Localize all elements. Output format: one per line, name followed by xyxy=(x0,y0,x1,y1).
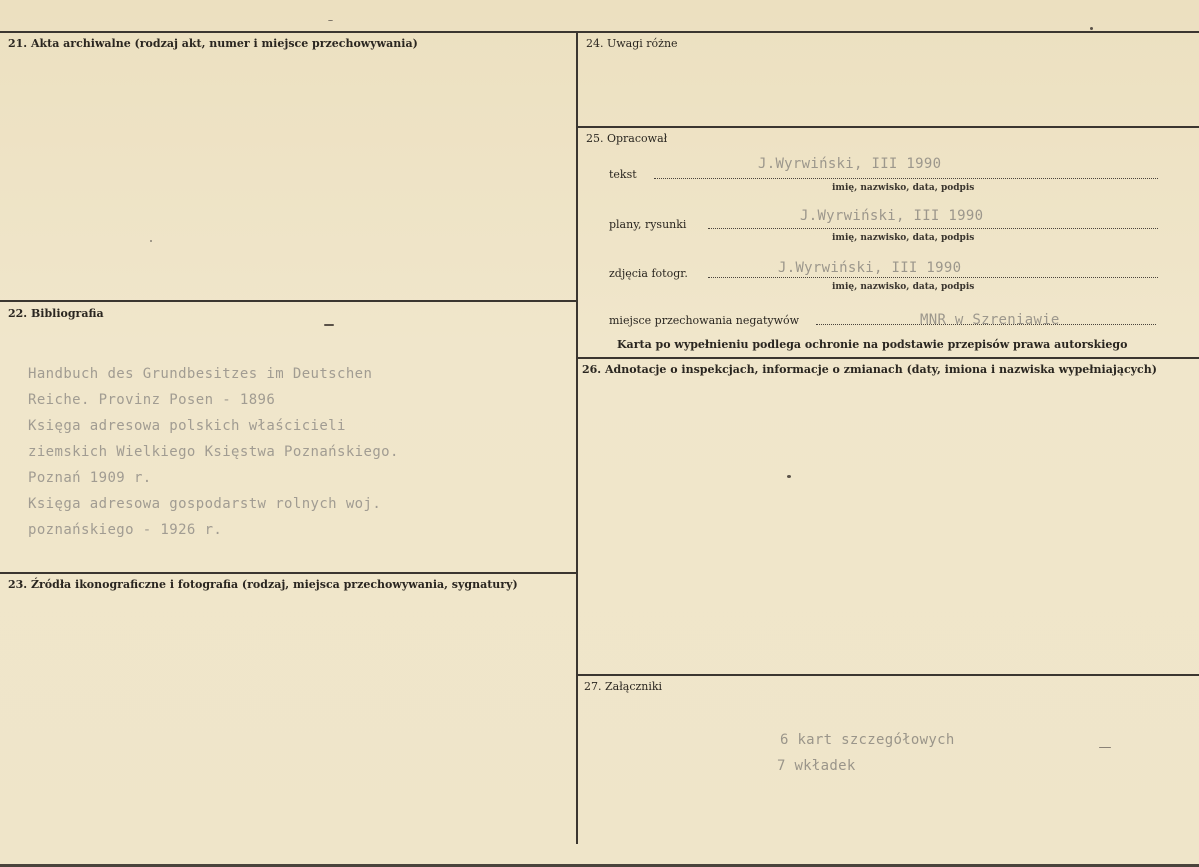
text-author-line xyxy=(654,178,1158,179)
bibliography-line: Księga adresowa gospodarstw rolnych woj. xyxy=(28,496,382,512)
paper-speck xyxy=(324,324,334,326)
divider-25-26 xyxy=(578,357,1199,359)
divider-26-27 xyxy=(578,674,1199,676)
divider-22-23 xyxy=(0,572,577,574)
section-23-title: 23. Źródła ikonograficzne i fotografia (rodzaj, miejsca przechowywania, sygnatury) xyxy=(8,578,518,591)
section-22-title: 22. Bibliografia xyxy=(8,307,104,320)
photos-author-caption: imię, nazwisko, data, podpis xyxy=(832,282,975,292)
paper-speck xyxy=(150,240,152,242)
plans-author-caption: imię, nazwisko, data, podpis xyxy=(832,233,975,243)
paper-speck xyxy=(328,20,333,21)
bibliography-line: Księga adresowa polskich właścicieli xyxy=(28,418,346,434)
bibliography-line: Reiche. Provinz Posen - 1896 xyxy=(28,392,276,408)
section-25-title: 25. Opracował xyxy=(586,132,668,145)
photos-author-label: zdjęcia fotogr. xyxy=(609,267,688,280)
bibliography-line: Handbuch des Grundbesitzes im Deutschen xyxy=(28,366,373,382)
paper-speck xyxy=(1090,27,1093,30)
plans-author-label: plany, rysunki xyxy=(609,218,687,231)
text-author-caption: imię, nazwisko, data, podpis xyxy=(832,183,975,193)
plans-author-value: J.Wyrwiński, III 1990 xyxy=(800,208,984,224)
section-27-title: 27. Załączniki xyxy=(584,680,663,693)
negatives-label: miejsce przechowania negatywów xyxy=(609,314,800,327)
photos-author-value: J.Wyrwiński, III 1990 xyxy=(778,260,962,276)
text-author-label: tekst xyxy=(609,168,637,181)
top-border xyxy=(0,31,1199,33)
divider-24-25 xyxy=(578,126,1199,128)
bibliography-line: ziemskich Wielkiego Księstwa Poznańskiego. xyxy=(28,444,399,460)
plans-author-line xyxy=(708,228,1158,229)
paper-speck xyxy=(1099,747,1111,748)
text-author-value: J.Wyrwiński, III 1990 xyxy=(758,156,942,172)
photos-author-line xyxy=(708,277,1158,278)
copyright-notice: Karta po wypełnieniu podlega ochronie na podstawie przepisów prawa autorskiego xyxy=(617,338,1128,351)
center-divider xyxy=(576,32,578,844)
paper-speck xyxy=(787,475,791,478)
bibliography-line: poznańskiego - 1926 r. xyxy=(28,522,223,538)
negatives-value: MNR w Szreniawie xyxy=(920,312,1060,325)
divider-21-22 xyxy=(0,300,577,302)
section-21-title: 21. Akta archiwalne (rodzaj akt, numer i miejsce przechowywania) xyxy=(8,37,418,50)
attachment-line: 6 kart szczegółowych xyxy=(780,732,955,748)
attachment-line: 7 wkładek xyxy=(777,758,856,774)
section-24-title: 24. Uwagi różne xyxy=(586,37,678,50)
section-26-title: 26. Adnotacje o inspekcjach, informacje o zmianach (daty, imiona i nazwiska wypełniających) xyxy=(582,363,1157,376)
bibliography-line: Poznań 1909 r. xyxy=(28,470,152,486)
